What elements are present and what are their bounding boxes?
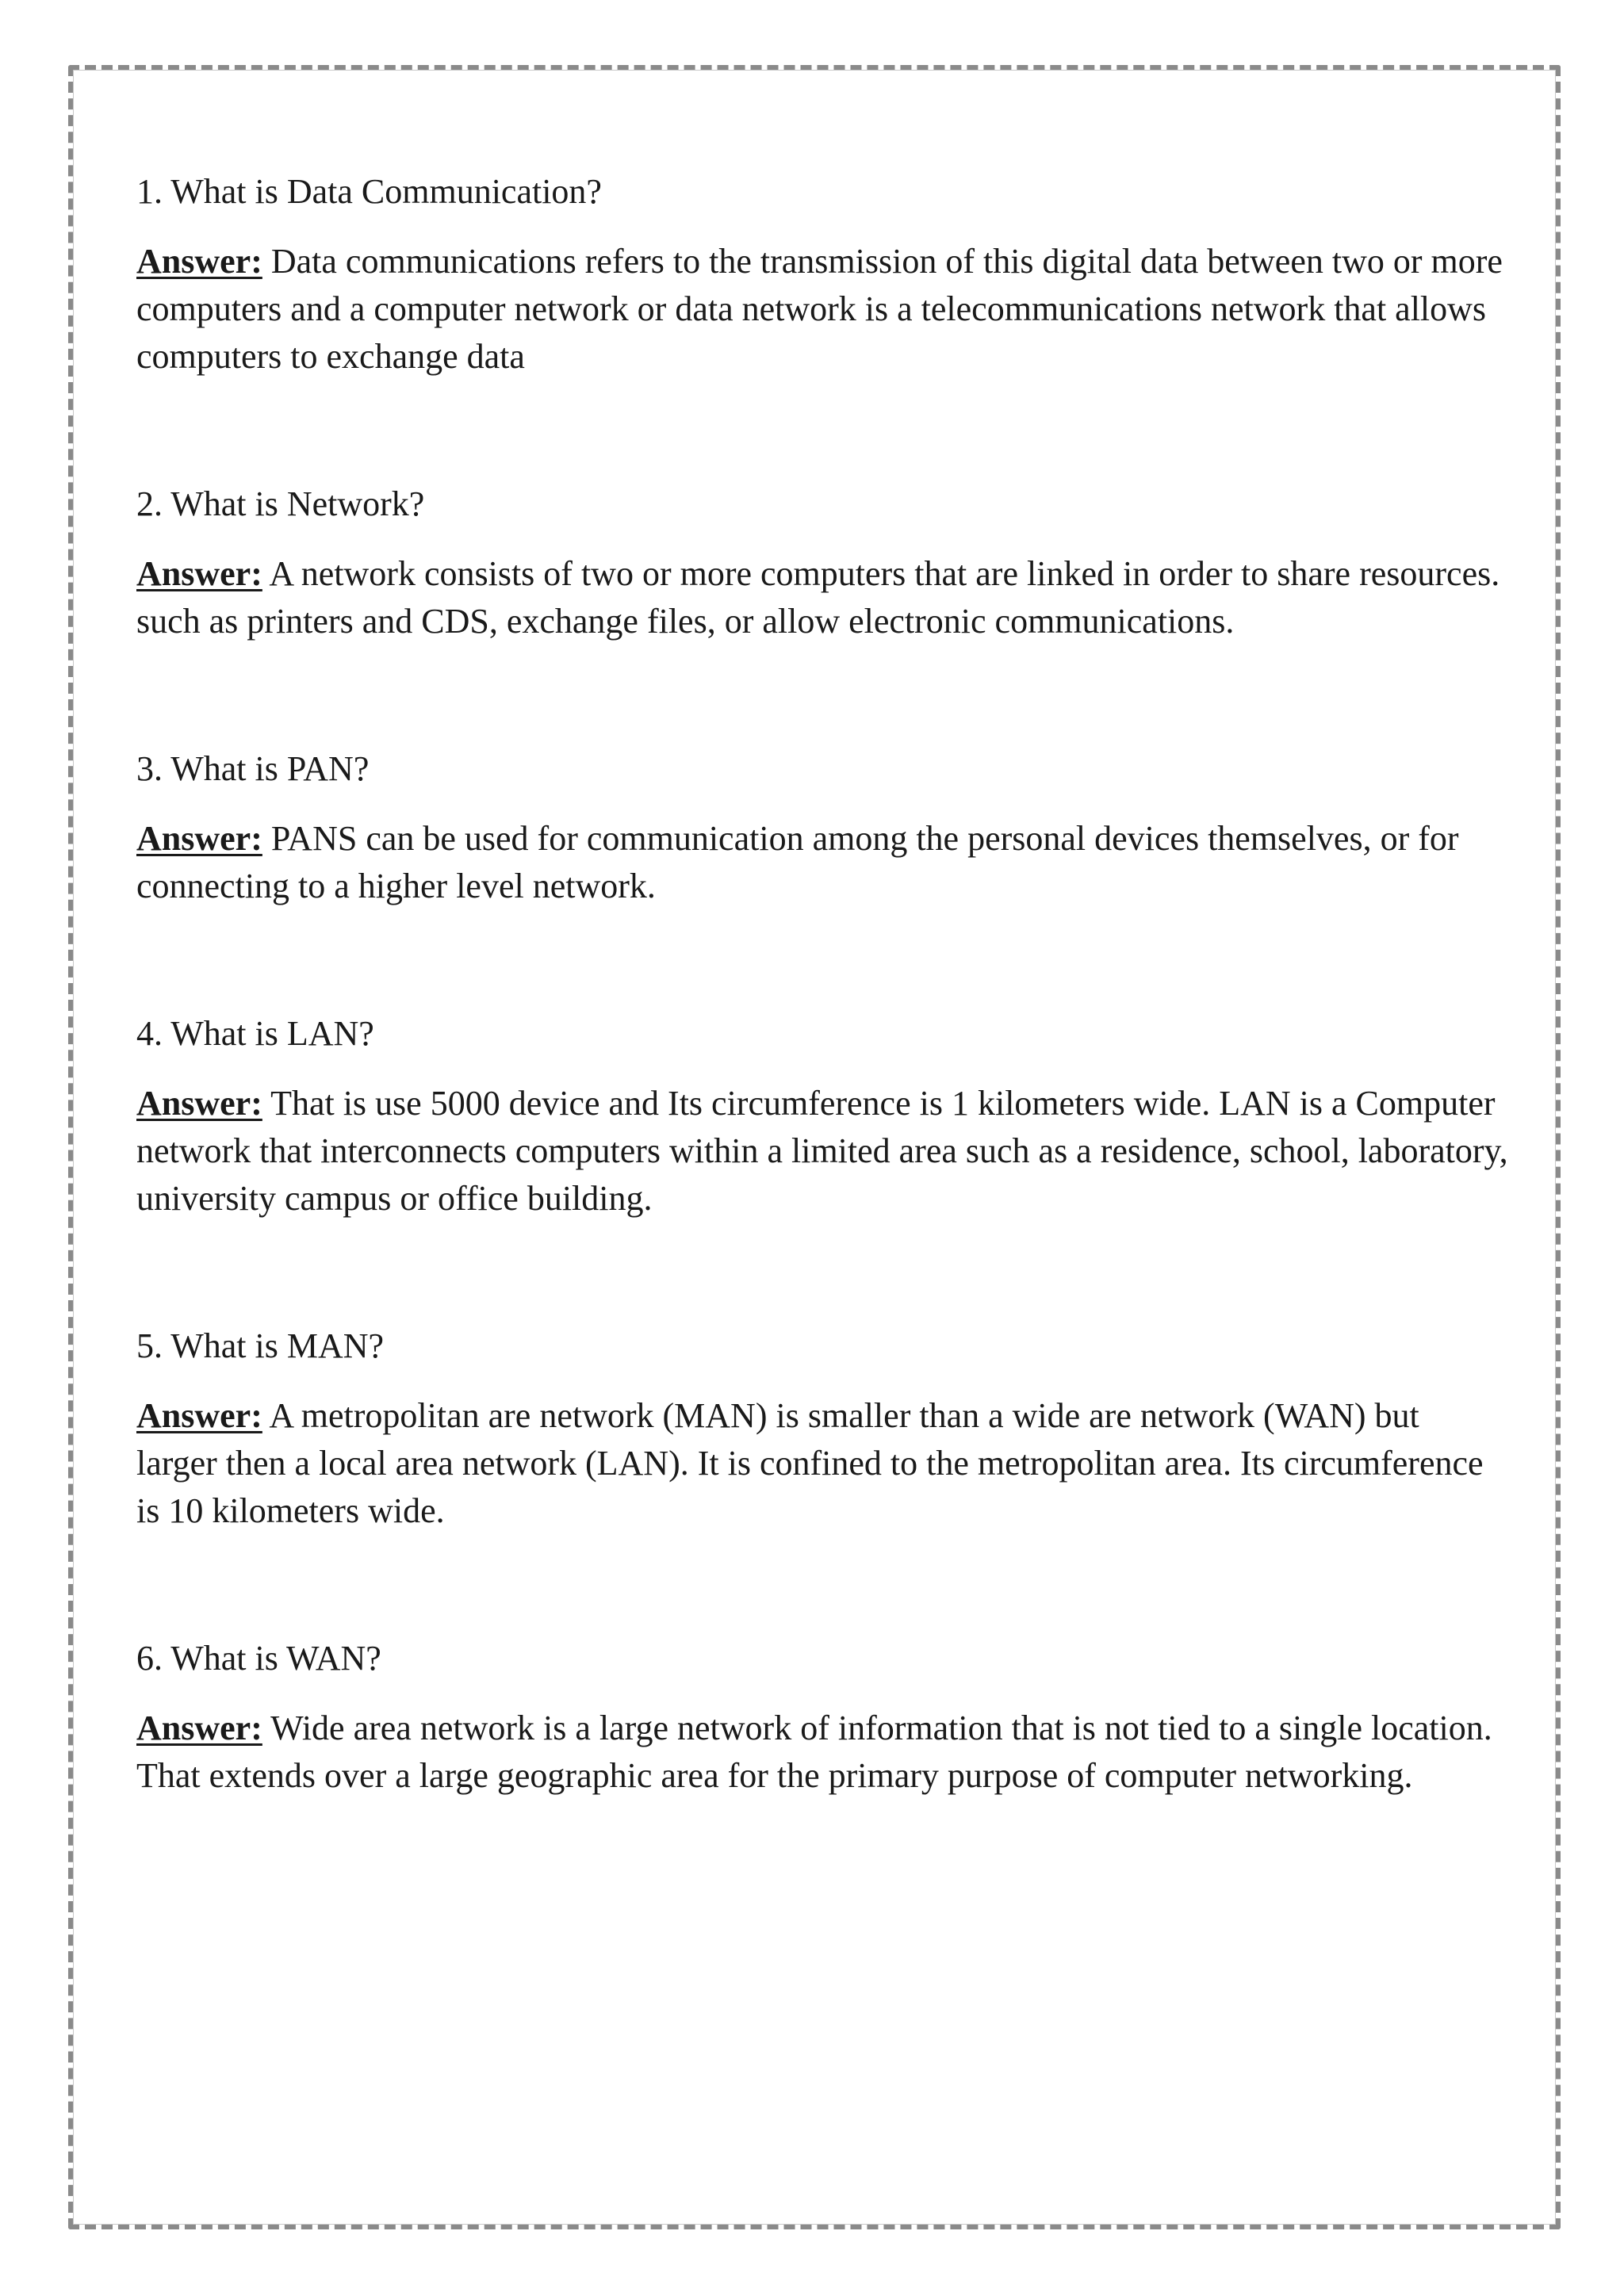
question-heading: 6. What is WAN? <box>136 1639 381 1678</box>
answer-text: A network consists of two or more computers that are linked in order to share resources. such as printers and CDS, exchange files, or allow electronic communications. <box>136 554 1500 641</box>
question-heading: 4. What is LAN? <box>136 1014 374 1053</box>
answer-text: A metropolitan are network (MAN) is smaller than a wide are network (WAN) but larger then a local area network (LAN). It is confined to the metropolitan area. Its circumference is 10 kilometers wide. <box>136 1396 1484 1530</box>
qa-item-6 <box>136 1635 1508 1800</box>
answer-text: PANS can be used for communication among the personal devices themselves, or for connecting to a higher level network. <box>136 819 1459 905</box>
qa-item-5 <box>136 1322 1508 1535</box>
qa-document <box>136 168 1508 1900</box>
qa-item-2 <box>136 480 1508 645</box>
answer-paragraph <box>136 238 1508 381</box>
answer-label: Answer: <box>136 554 262 593</box>
answer-paragraph <box>136 1392 1508 1535</box>
answer-paragraph <box>136 1705 1508 1800</box>
qa-item-3 <box>136 745 1508 910</box>
answer-text: Wide area network is a large network of information that is not tied to a single location. That extends over a large geographic area for the primary purpose of computer networking. <box>136 1709 1492 1795</box>
qa-item-4 <box>136 1010 1508 1223</box>
question-heading: 5. What is MAN? <box>136 1326 385 1365</box>
answer-label: Answer: <box>136 1084 262 1123</box>
answer-label: Answer: <box>136 1709 262 1747</box>
question-heading: 3. What is PAN? <box>136 749 370 788</box>
qa-item-1 <box>136 168 1508 381</box>
answer-paragraph <box>136 550 1508 645</box>
answer-text: Data communications refers to the transmission of this digital data between two or more computers and a computer network or data network is a telecommunications network that allows computers to exchange data <box>136 242 1503 376</box>
question-heading: 1. What is Data Communication? <box>136 172 602 211</box>
answer-label: Answer: <box>136 819 262 858</box>
answer-text: That is use 5000 device and Its circumference is 1 kilometers wide. LAN is a Computer network that interconnects computers within a limited area such as a residence, school, laboratory, university campus or office building. <box>136 1084 1508 1218</box>
answer-paragraph <box>136 1080 1508 1223</box>
answer-paragraph <box>136 815 1508 910</box>
answer-label: Answer: <box>136 242 262 281</box>
answer-label: Answer: <box>136 1396 262 1435</box>
question-heading: 2. What is Network? <box>136 484 425 523</box>
